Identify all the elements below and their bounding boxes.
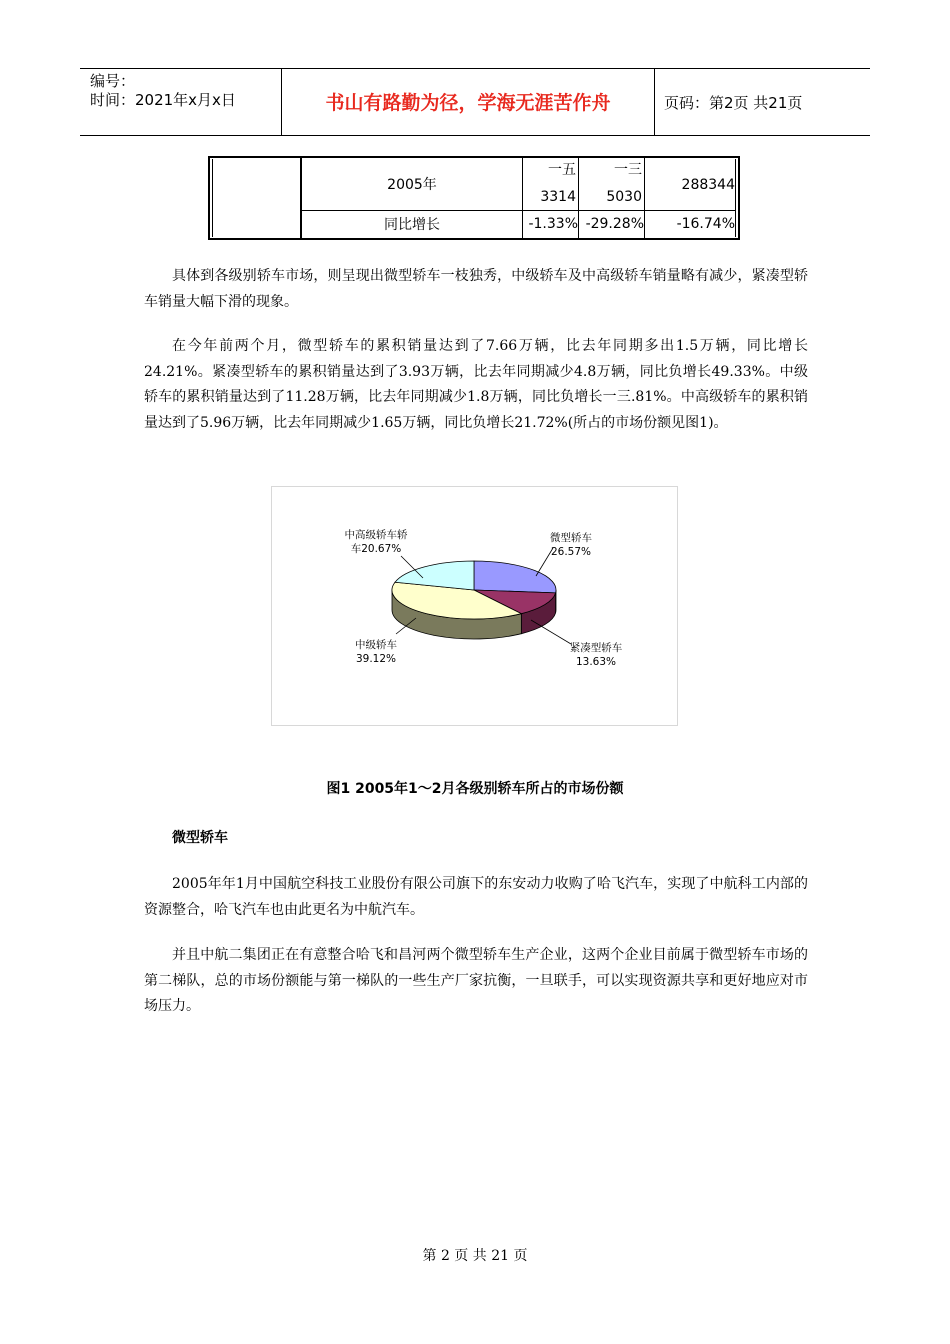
paragraph-acquisition: 2005年年1月中国航空科技工业股份有限公司旗下的东安动力收购了哈飞汽车，实现了中航科工内部的资源整合，哈飞汽车也由此更名为中航汽车。: [144, 876, 808, 918]
pie-label-value-0: 26.57%: [550, 546, 592, 558]
table-row-label-growth: 同比增长: [384, 217, 440, 233]
table-cell-2-bottom: 5030: [606, 189, 642, 205]
sales-table: [208, 156, 740, 240]
page-number-label: 页码：第2页 共21页: [664, 94, 803, 112]
header-top-rule: [80, 68, 870, 69]
table-growth-cell-2: -29.28%: [585, 216, 644, 232]
pie-slice-0: [474, 561, 556, 593]
leader-line-1: [531, 620, 571, 644]
serial-label: 编号：: [90, 72, 136, 90]
pie-tops: [392, 561, 556, 619]
table-row-label-2005: 2005年: [387, 177, 437, 193]
table-growth-cell-3: -16.74%: [676, 216, 735, 232]
header-bottom-rule: [80, 135, 870, 136]
table-cell-2-top: 一三: [614, 162, 642, 178]
figure-caption: 图1 2005年1～2月各级别轿车所占的市场份额: [326, 781, 624, 797]
pie-label-name-2: 中级轿车: [355, 639, 397, 651]
pie-label-name-3: 中高级轿车轿: [344, 529, 408, 541]
pie-label-name-0: 微型轿车: [550, 532, 592, 544]
paragraph-sales-data: 在今年前两个月，微型轿车的累积销量达到了7.66万辆，比去年同期多出1.5万辆，同比增长24.21%。紧凑型轿车的累积销量达到了3.93万辆，比去年同期减少4.8万辆，同比负增长49.33%。中级轿车的累积销量达到了11.28万辆，比去年同期减少1.8万辆，同比负增长一三.81%。中高级轿车的累积销量达到了5.96万辆，比去年同期减少1.65万辆，同比负增长21.72%(所占的市场份额见图1)。: [144, 338, 808, 431]
paragraph-integration: 并且中航二集团正在有意整合哈飞和昌河两个微型轿车生产企业，这两个企业目前属于微型轿车市场的第二梯队，总的市场份额能与第一梯队的一些生产厂家抗衡，一旦联手，可以实现资源共享和更好地应对市场压力。: [144, 947, 808, 1014]
time-label: 时间：2021年x月x日: [90, 91, 236, 109]
market-share-pie-chart: [271, 486, 678, 726]
table-cell-1-top: 一五: [548, 162, 576, 178]
pie-label-value-3: 车20.67%: [350, 543, 402, 555]
table-growth-cell-1: -1.33%: [528, 216, 578, 232]
header-divider-right: [654, 68, 655, 136]
table-cell-3: 288344: [681, 177, 735, 193]
header-motto: 书山有路勤为径，学海无涯苦作舟: [325, 92, 611, 114]
pie-label-name-1: 紧凑型轿车: [569, 642, 623, 654]
page-footer: 第 2 页 共 21 页: [422, 1248, 528, 1264]
pie-label-value-2: 39.12%: [355, 653, 397, 665]
section-heading: 微型轿车: [172, 830, 228, 846]
table-cell-1-bottom: 3314: [540, 189, 576, 205]
pie-label-value-1: 13.63%: [575, 656, 617, 668]
paragraph-overview: 具体到各级别轿车市场，则呈现出微型轿车一枝独秀，中级轿车及中高级轿车销量略有减少，紧凑型轿车销量大幅下滑的现象。: [144, 268, 808, 310]
